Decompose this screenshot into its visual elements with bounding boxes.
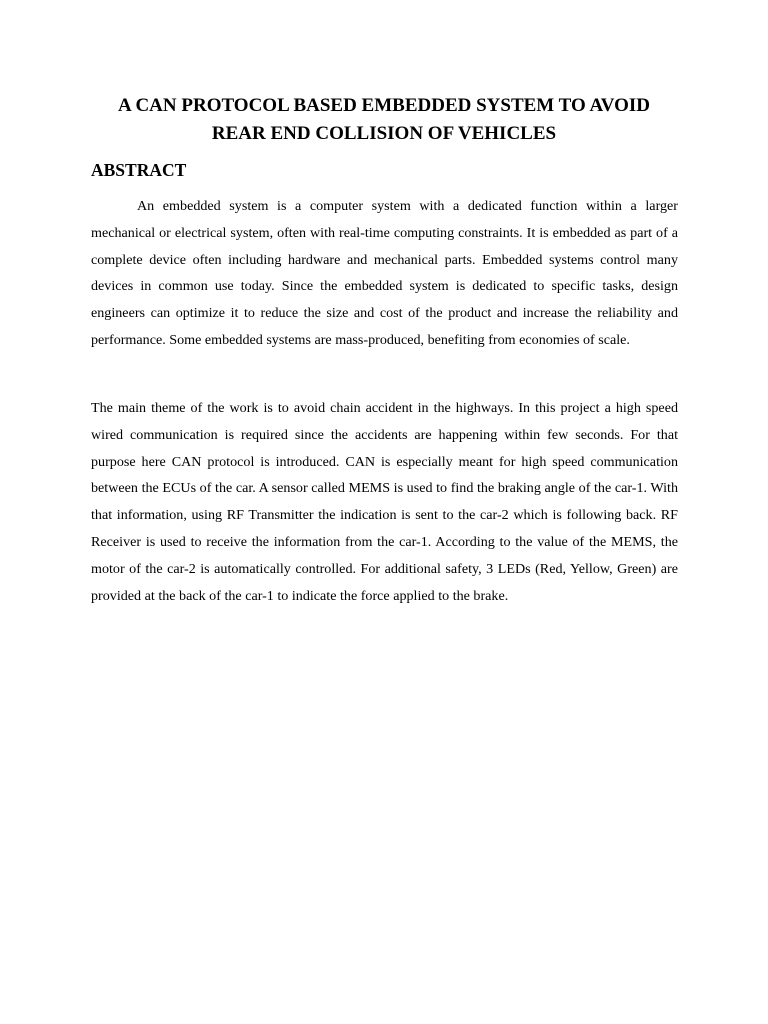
title-line-2: REAR END COLLISION OF VEHICLES: [211, 123, 557, 144]
title-line-1: A CAN PROTOCOL BASED EMBEDDED SYSTEM TO AVOID: [118, 95, 650, 116]
document-title: [70, 92, 698, 148]
abstract-heading: ABSTRACT: [91, 160, 187, 180]
abstract-paragraph-2: The main theme of the work is to avoid chain accident in the highways. In this project a high speed wired communication is required since the accidents are happening within few seconds. For that purpose here CAN protocol is introduced. CAN is especially meant for high speed communication between the ECUs of the car. A sensor called MEMS is used to find the braking angle of the car-1. With that information, using RF Transmitter the indication is sent to the car-2 which is following back. RF Receiver is used to receive the information from the car-1. According to the value of the MEMS, the motor of the car-2 is automatically controlled. For additional safety, 3 LEDs (Red, Yellow, Green) are provided at the back of the car-1 to indicate the force applied to the brake.: [91, 400, 678, 604]
abstract-paragraph-1: An embedded system is a computer system with a dedicated function within a larger mechanical or electrical system, often with real-time computing constraints. It is embedded as part of a complete device often including hardware and mechanical parts. Embedded systems control many devices in common use today. Since the embedded system is dedicated to specific tasks, design engineers can optimize it to reduce the size and cost of the product and increase the reliability and performance. Some embedded systems are mass-produced, benefiting from economies of scale.: [91, 198, 678, 348]
